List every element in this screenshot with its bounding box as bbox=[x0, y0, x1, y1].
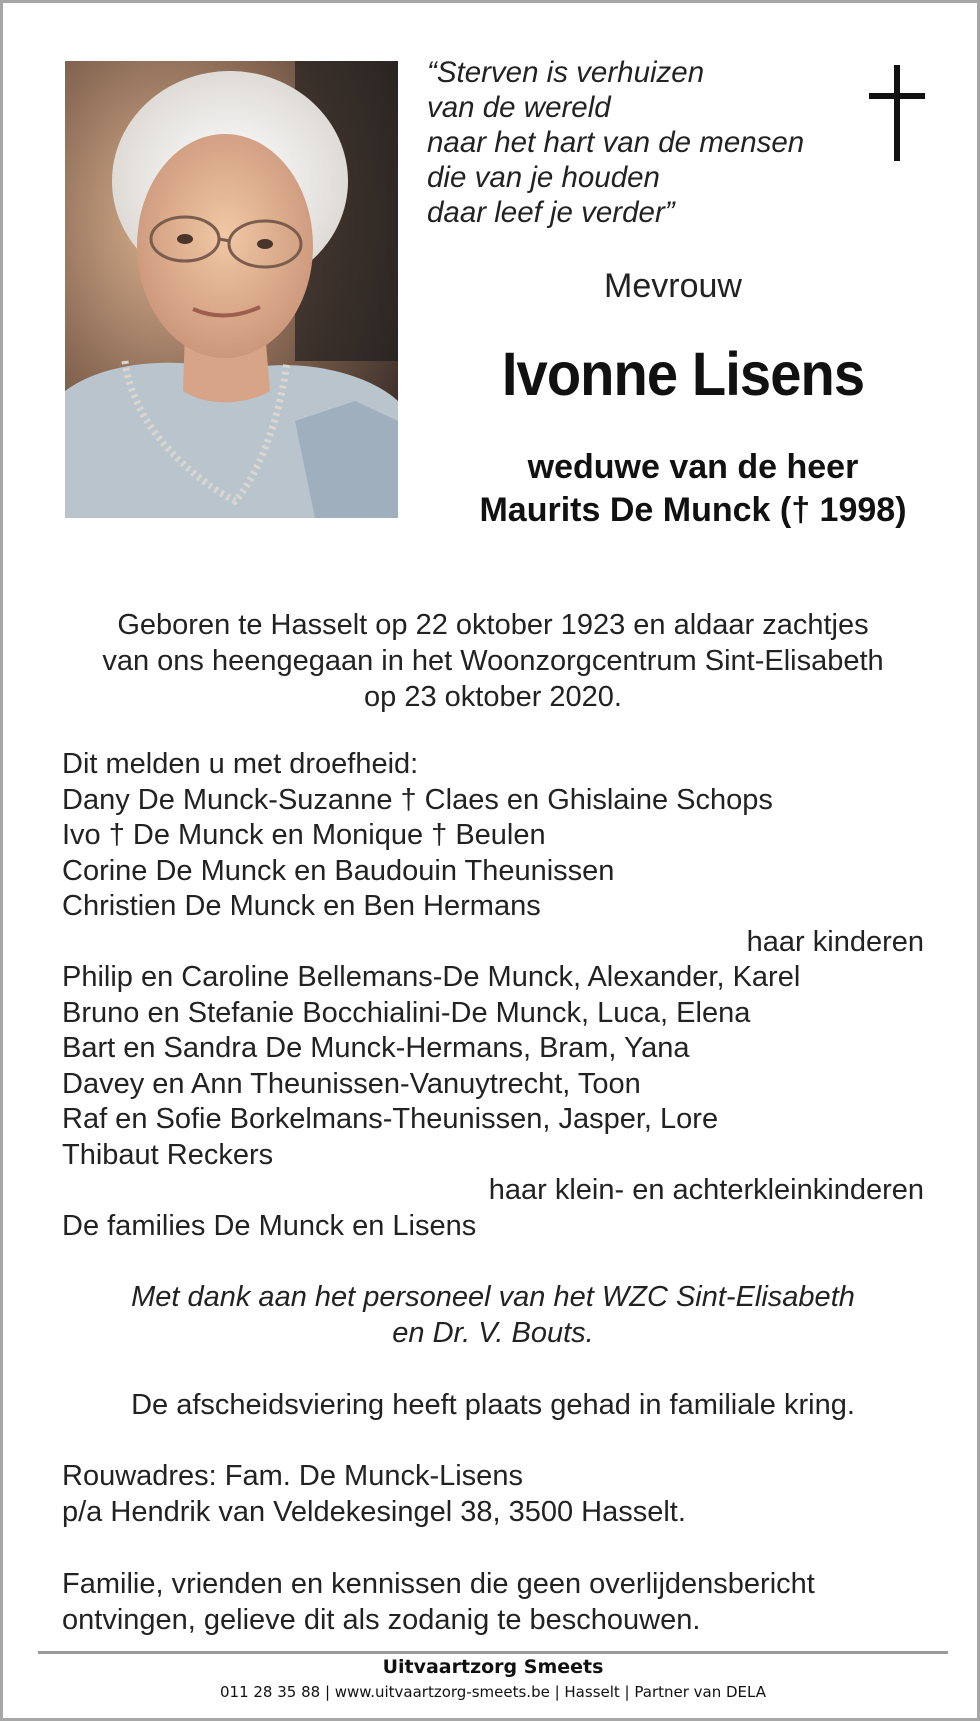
poem-line: “Sterven is verhuizen bbox=[427, 56, 705, 89]
child-entry: Christien De Munck en Ben Hermans bbox=[62, 890, 541, 922]
funeral-company-contact: 011 28 35 88 | www.uitvaartzorg-smeets.be | Hasselt | Partner van DELA bbox=[219, 1683, 766, 1701]
memorial-poem bbox=[427, 55, 804, 230]
grandchild-entry: Philip en Caroline Bellemans-De Munck, Alexander, Karel bbox=[62, 961, 801, 993]
birth-death-info bbox=[43, 607, 943, 715]
announcement-intro: Dit melden u met droefheid: bbox=[62, 748, 419, 780]
deceased-name: Ivonne Lisens bbox=[501, 340, 865, 408]
salutation: Mevrouw bbox=[604, 267, 742, 305]
funeral-company-name: Uitvaartzorg Smeets bbox=[382, 1656, 604, 1678]
thanks-line: Met dank aan het personeel van het WZC Sint-Elisabeth bbox=[131, 1281, 855, 1313]
notice-line: ontvingen, gelieve dit als zodanig te beschouwen. bbox=[62, 1604, 701, 1636]
birth-line: Geboren te Hasselt op 22 oktober 1923 en aldaar zachtjes bbox=[117, 609, 869, 641]
children-label: haar kinderen bbox=[746, 925, 924, 958]
child-entry: Dany De Munck-Suzanne † Claes en Ghislaine Schops bbox=[62, 783, 773, 816]
grandchild-entry: Davey en Ann Theunissen-Vanuytrecht, Toon bbox=[62, 1067, 641, 1100]
notice-text bbox=[62, 1566, 942, 1638]
cross-icon bbox=[869, 65, 925, 161]
child-entry: Ivo † De Munck en Monique † Beulen bbox=[62, 819, 546, 851]
birth-line: van ons heengegaan in het Woonzorgcentrum Sint-Elisabeth bbox=[102, 645, 884, 677]
poem-line: daar leef je verder” bbox=[427, 196, 675, 229]
widow-line: Maurits De Munck († 1998) bbox=[479, 491, 907, 529]
child-entry: Corine De Munck en Baudouin Theunissen bbox=[62, 854, 615, 887]
poem-line: van de wereld bbox=[427, 91, 611, 124]
grandchild-entry: Bart en Sandra De Munck-Hermans, Bram, Yana bbox=[62, 1032, 690, 1064]
thanks-line: en Dr. V. Bouts. bbox=[392, 1317, 594, 1349]
family-list bbox=[62, 747, 924, 1244]
thanks-note bbox=[43, 1279, 943, 1351]
grandchild-entry: Bruno en Stefanie Bocchialini-De Munck, Luca, Elena bbox=[62, 996, 751, 1029]
mourning-address bbox=[62, 1458, 922, 1530]
footer-divider bbox=[38, 1651, 948, 1654]
grandchild-entry: Raf en Sofie Borkelmans-Theunissen, Jasper, Lore bbox=[62, 1103, 719, 1135]
grandchildren-label: haar klein- en achterkleinkinderen bbox=[488, 1174, 924, 1206]
widow-of bbox=[423, 446, 963, 532]
portrait-photo bbox=[65, 61, 398, 518]
birth-line: op 23 oktober 2020. bbox=[364, 681, 622, 713]
poem-line: die van je houden bbox=[427, 161, 660, 194]
notice-line: Familie, vrienden en kennissen die geen overlijdensbericht bbox=[62, 1568, 815, 1600]
grandchild-entry: Thibaut Reckers bbox=[62, 1138, 274, 1171]
families-line: De families De Munck en Lisens bbox=[62, 1209, 477, 1242]
poem-line: naar het hart van de mensen bbox=[427, 126, 805, 159]
address-line: p/a Hendrik van Veldekesingel 38, 3500 Hasselt. bbox=[62, 1496, 686, 1528]
address-line: Rouwadres: Fam. De Munck-Lisens bbox=[62, 1460, 523, 1492]
ceremony-note: De afscheidsviering heeft plaats gehad in familiale kring. bbox=[131, 1389, 855, 1421]
widow-line: weduwe van de heer bbox=[527, 448, 859, 486]
